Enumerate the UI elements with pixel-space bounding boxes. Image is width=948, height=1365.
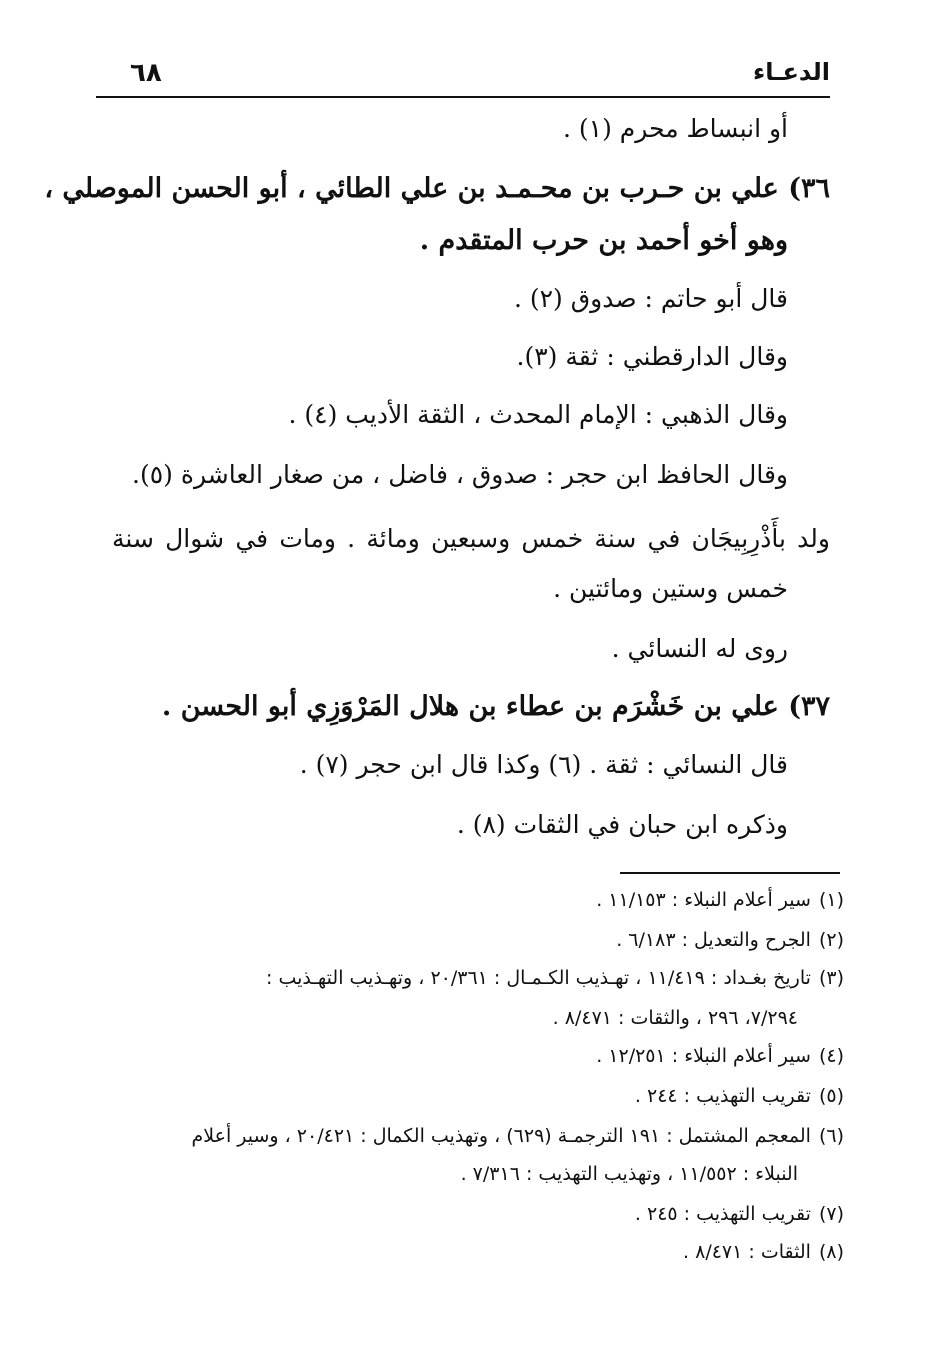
footnote-3	[266, 964, 844, 992]
quote-ibn-hajar: وقال الحافظ ابن حجر : صدوق ، فاضل ، من صغار العاشرة (٥).	[132, 460, 788, 489]
footnote-number: (٦)	[818, 1125, 844, 1147]
footnote-number: (٢)	[818, 929, 844, 951]
footnote-rule	[620, 872, 840, 874]
footnote-text: الثقات : ٨/٤٧١ .	[683, 1241, 811, 1263]
footnote-text: المعجم المشتمل : ١٩١ الترجمـة (٦٢٩) ، وتهذيب الكمال : ٢٠/٤٢١ ، وسير أعلام	[191, 1125, 811, 1147]
page-number: ٦٨	[130, 58, 162, 88]
footnote-7	[635, 1200, 844, 1228]
running-header-title: الدعـاء	[753, 58, 830, 86]
footnote-number: (٨)	[818, 1241, 844, 1263]
quote-dhahabi: وقال الذهبي : الإمام المحدث ، الثقة الأديب (٤) .	[288, 400, 788, 429]
footnote-6	[192, 1122, 844, 1150]
footnote-number: (٤)	[818, 1045, 844, 1067]
footnote-number: (٥)	[818, 1085, 844, 1107]
footnote-8	[683, 1238, 844, 1266]
entry-37-number: ٣٧)	[788, 691, 830, 722]
footnote-3-cont: ٧/٢٩٤، ٢٩٦ ، والثقات : ٨/٤٧١ .	[552, 1007, 798, 1029]
footnote-text: الجرح والتعديل : ٦/١٨٣ .	[616, 929, 811, 951]
birth-death-line-cont: خمس وستين ومائتين .	[553, 574, 788, 603]
quote-daraqutni: وقال الدارقطني : ثقة (٣).	[516, 342, 788, 371]
text-line-continuation: أو انبساط محرم (١) .	[563, 114, 788, 143]
footnote-1	[596, 886, 844, 914]
footnote-text: سير أعلام النبلاء : ١٢/٢٥١ .	[596, 1045, 811, 1067]
entry-37-heading	[162, 690, 830, 724]
quote-abu-hatim: قال أبو حاتم : صدوق (٢) .	[513, 284, 788, 313]
entry-37-name: علي بن خَشْرَم بن عطاء بن هلال المَرْوَزِي أبو الحسن .	[161, 691, 779, 722]
entry-36-heading	[44, 172, 830, 206]
footnote-text: تقريب التهذيب : ٢٤٤ .	[634, 1085, 811, 1107]
footnote-number: (٧)	[818, 1203, 844, 1225]
footnote-2	[616, 926, 844, 954]
footnote-text: تقريب التهذيب : ٢٤٥ .	[634, 1203, 811, 1225]
footnote-5	[635, 1082, 844, 1110]
quote-ibn-hibban: وذكره ابن حبان في الثقات (٨) .	[456, 810, 788, 839]
footnote-number: (١)	[818, 889, 844, 911]
footnote-number: (٣)	[818, 967, 844, 989]
entry-36-name: علي بن حـرب بن محـمـد بن علي الطائي ، أبو الحسن الموصلي ،	[44, 173, 779, 204]
footnote-text: تاريخ بغـداد : ١١/٤١٩ ، تهـذيب الكـمـال : ٢٠/٣٦١ ، وتهـذيب التهـذيب :	[266, 967, 811, 989]
entry-36-number: ٣٦)	[788, 173, 830, 204]
footnote-4	[596, 1042, 844, 1070]
footnote-6-cont: النبلاء : ١١/٥٥٢ ، وتهذيب التهذيب : ٧/٣١٦ .	[460, 1163, 798, 1185]
entry-36-heading-cont: وهو أخو أحمد بن حرب المتقدم .	[419, 225, 788, 256]
birth-death-line: ولد بأَذْرِبِيجَان في سنة خمس وسبعين ومائة . ومات في شوال سنة	[112, 524, 830, 553]
narrated-by: روى له النسائي .	[611, 634, 788, 663]
quote-nasai: قال النسائي : ثقة . (٦) وكذا قال ابن حجر (٧) .	[299, 750, 788, 779]
footnote-text: سير أعلام النبلاء : ١١/١٥٣ .	[596, 889, 811, 911]
header-rule	[96, 96, 830, 98]
